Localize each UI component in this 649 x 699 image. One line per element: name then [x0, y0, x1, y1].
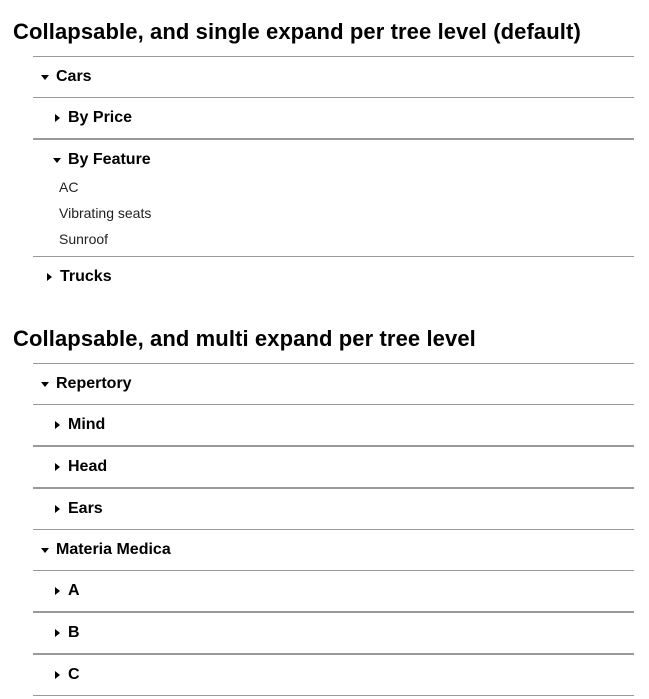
- tree-node-c: [33, 654, 634, 695]
- section-title-single-expand: Collapsable, and single expand per tree level (default): [13, 19, 581, 44]
- tree-node-header-b[interactable]: [33, 613, 634, 653]
- tree-node-label-cars: Cars: [56, 68, 92, 85]
- tree-node-by-price: [33, 98, 634, 139]
- tree-node-header-head[interactable]: [33, 447, 634, 487]
- tree-node-label-materia-medica: Materia Medica: [56, 541, 171, 558]
- tree-node-label-by-feature: By Feature: [68, 151, 151, 168]
- tree-node-cars: [33, 57, 634, 257]
- tree-node-trucks: [33, 257, 634, 297]
- tree-node-label-ears: Ears: [68, 500, 103, 517]
- tree-node-label-b: B: [68, 624, 80, 641]
- tree-node-label-a: A: [68, 582, 80, 599]
- tree-multi-expand: [33, 363, 634, 696]
- caret-down-icon: [53, 155, 63, 165]
- tree-node-label-c: C: [68, 666, 80, 683]
- tree-children-repertory: [33, 404, 634, 529]
- tree-node-header-ears[interactable]: [33, 489, 634, 529]
- tree-node-head: [33, 446, 634, 488]
- tree-node-materia-medica: [33, 530, 634, 696]
- tree-children-cars: [33, 97, 634, 256]
- tree-node-label-mind: Mind: [68, 416, 106, 433]
- tree-node-mind: [33, 405, 634, 446]
- caret-right-icon: [45, 272, 55, 282]
- leaf-item-ac[interactable]: AC: [59, 179, 79, 195]
- tree-node-header-mind[interactable]: [33, 405, 634, 445]
- caret-right-icon: [53, 628, 63, 638]
- caret-down-icon: [41, 545, 51, 555]
- tree-node-label-repertory: Repertory: [56, 375, 132, 392]
- tree-node-repertory: [33, 364, 634, 530]
- tree-node-label-by-price: By Price: [68, 109, 133, 126]
- caret-down-icon: [41, 379, 51, 389]
- tree-node-label-trucks: Trucks: [60, 268, 112, 285]
- caret-right-icon: [53, 462, 63, 472]
- caret-right-icon: [53, 420, 63, 430]
- leaf-item-vibrating-seats[interactable]: Vibrating seats: [59, 205, 152, 221]
- tree-node-header-c[interactable]: [33, 655, 634, 695]
- leaf-list-features: [33, 174, 634, 256]
- tree-node-ears: [33, 488, 634, 529]
- tree-node-by-feature: [33, 139, 634, 256]
- tree-node-header-a[interactable]: [33, 571, 634, 611]
- section-title-multi-expand: Collapsable, and multi expand per tree level: [13, 326, 476, 351]
- caret-right-icon: [53, 586, 63, 596]
- section-multi-expand: [13, 325, 649, 696]
- caret-right-icon: [53, 670, 63, 680]
- tree-node-a: [33, 571, 634, 612]
- tree-node-header-repertory[interactable]: [33, 364, 634, 404]
- tree-node-header-materia-medica[interactable]: [33, 530, 634, 570]
- tree-children-materia-medica: [33, 570, 634, 695]
- caret-down-icon: [41, 72, 51, 82]
- leaf-item-sunroof[interactable]: Sunroof: [59, 231, 109, 247]
- tree-single-expand: [33, 56, 634, 297]
- tree-node-header-by-price[interactable]: [33, 98, 634, 138]
- caret-right-icon: [53, 113, 63, 123]
- tree-node-header-cars[interactable]: [33, 57, 634, 97]
- caret-right-icon: [53, 504, 63, 514]
- tree-node-b: [33, 612, 634, 654]
- tree-node-label-head: Head: [68, 458, 108, 475]
- tree-node-header-trucks[interactable]: [33, 257, 634, 297]
